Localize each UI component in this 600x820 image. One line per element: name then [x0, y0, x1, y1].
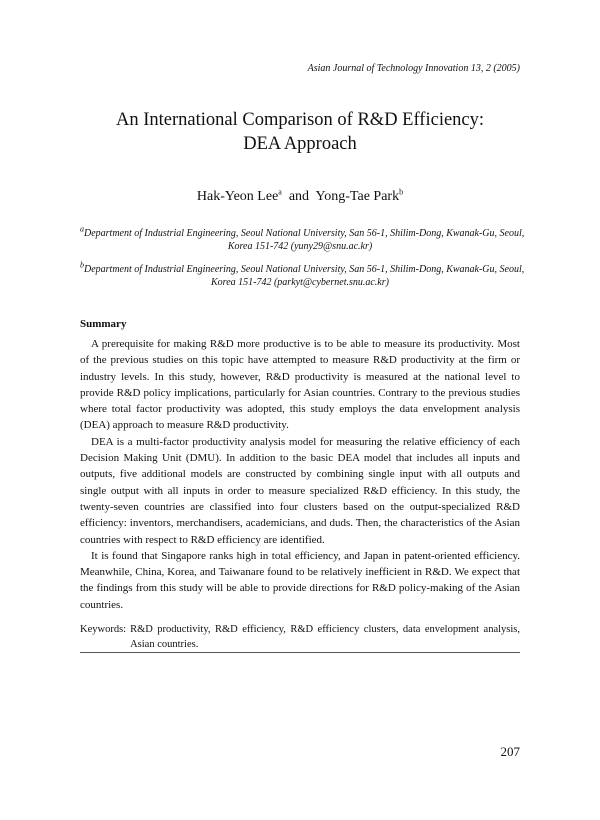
author-line	[0, 189, 600, 205]
affiliation-a-sup: a	[80, 224, 84, 234]
title-line-1: An International Comparison of R&D Efficiency:	[115, 110, 485, 130]
affiliation-b-text: Department of Industrial Engineering, Seoul National University, San 56-1, Shilim-Dong, Kwanak-Gu, Seoul,	[84, 264, 525, 275]
author-2-name: Yong-Tae Park	[315, 189, 400, 204]
keywords-text: R&D productivity, R&D efficiency, R&D efficiency clusters, data envelopment analysis, Asian countries.	[130, 624, 520, 650]
keywords	[80, 622, 520, 652]
summary-heading: Summary	[80, 318, 127, 330]
affiliation-a-line-1	[80, 224, 525, 240]
summary-paragraph-1: A prerequisite for making R&D more productive is to be able to measure its productivity. Most of the previous studies on this topic have attempted to measure R&D productivity at the firm or industry levels. In this study, however, R&D productivity is measured at the national level to provide R&D policy implications, particularly for Asian countries. Contrary to the previous studies where total factor productivity was adopted, this study employs the data envelopment analysis (DEA) approach to measure R&D productivity.	[80, 338, 520, 432]
affiliation-b-line-1	[80, 260, 525, 276]
summary-paragraph-3: It is found that Singapore ranks high in total efficiency, and Japan in patent-oriented efficiency. Meanwhile, China, Korea, and Taiwanare found to be relatively inefficient in R&D. We expect that the findings from this study will be able to provide directions for R&D policy-making of the Asian countries.	[80, 549, 520, 611]
author-1-name: Hak-Yeon Lee	[196, 189, 279, 204]
title-line-2: DEA Approach	[243, 134, 357, 154]
affiliation-b-line-2: Korea 151-742 (parkyt@cybernet.snu.ac.kr)	[211, 277, 389, 288]
author-1-sup: a	[278, 187, 282, 197]
paper-title	[0, 108, 600, 156]
keywords-label: Keywords:	[80, 624, 127, 635]
affiliation-b	[80, 260, 525, 289]
author-2-sup: b	[399, 187, 404, 197]
affiliation-a-line-2: Korea 151-742 (yuny29@snu.ac.kr)	[227, 241, 373, 252]
divider-rule	[80, 652, 520, 653]
affiliation-b-sup: b	[80, 260, 84, 270]
summary-paragraph-2: DEA is a multi-factor productivity analysis model for measuring the relative efficiency of each Decision Making Unit (DMU). In addition to the basic DEA model that includes all inputs and outputs, five additional models are constructed by combining single input with all outputs and single output with all inputs in order to measure specialized R&D efficiency. In this study, the twenty-seven countries are classified into four clusters based on the output-specialized R&D efficiency: inventors, merchandisers, academicians, and duds. Then, the characteristics of the Asian countries with respect to R&D efficiency are identified.	[80, 435, 520, 546]
running-head: Asian Journal of Technology Innovation 13, 2 (2005)	[307, 63, 520, 74]
summary-body	[80, 336, 520, 613]
page-number: 207	[500, 744, 520, 759]
affiliation-a	[80, 224, 525, 253]
affiliation-a-text: Department of Industrial Engineering, Seoul National University, San 56-1, Shilim-Dong, Kwanak-Gu, Seoul,	[84, 228, 525, 239]
author-conjunction: and	[288, 189, 310, 204]
